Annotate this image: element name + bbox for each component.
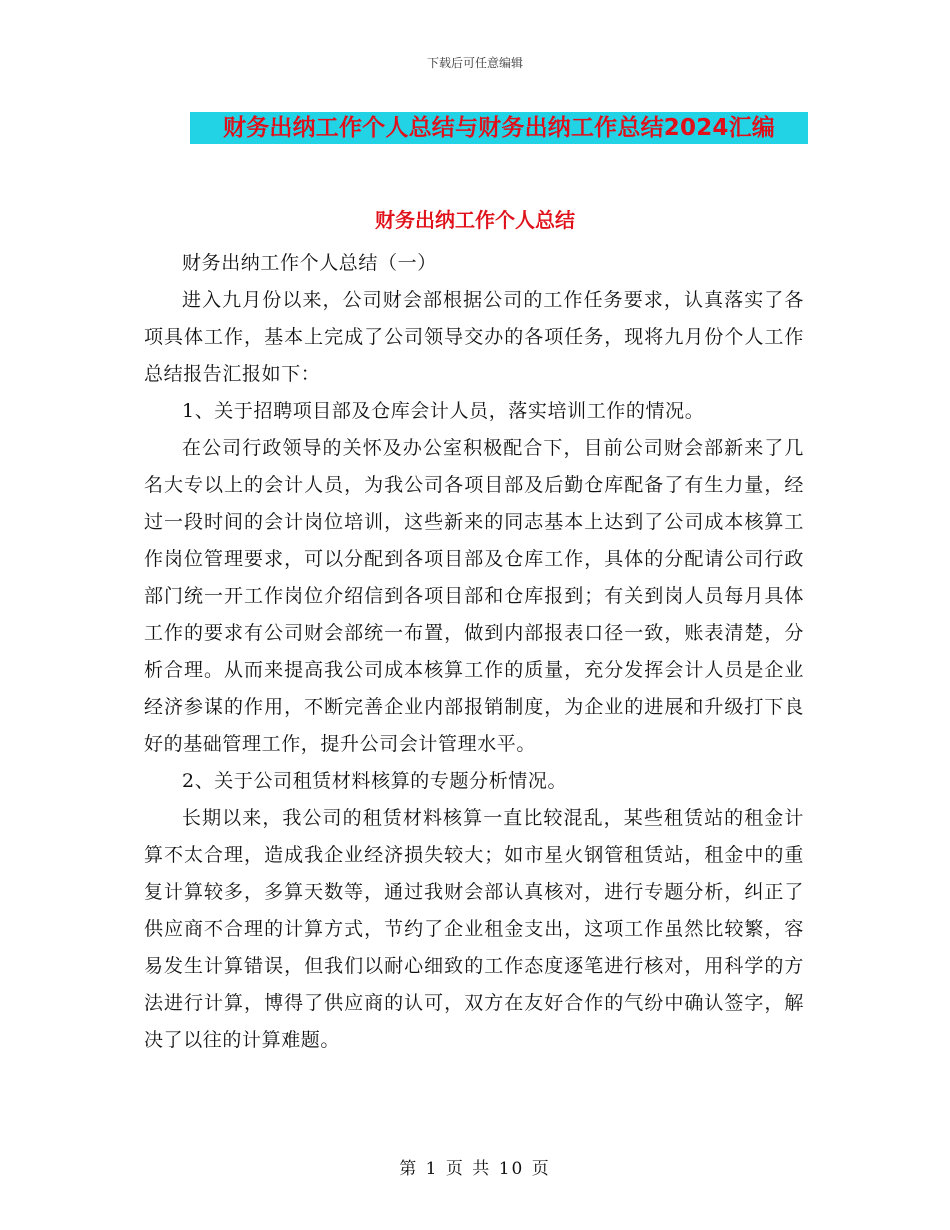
paragraph-heading-2: 2、关于公司租赁材料核算的专题分析情况。 <box>182 770 568 792</box>
document-body <box>144 245 804 1059</box>
paragraph-heading-1: 1、关于招聘项目部及仓库会计人员，落实培训工作的情况。 <box>182 400 705 422</box>
main-title: 财务出纳工作个人总结与财务出纳工作总结2024汇编 <box>222 115 775 141</box>
paragraph-recruitment: 在公司行政领导的关怀及办公室积极配合下，目前公司财会部新来了几名大专以上的会计人员，为我公司各项目部及后勤仓库配备了有生力量，经过一段时间的会计岗位培训，这些新来的同志基本上达到了公司成本核算工作岗位管理要求，可以分配到各项目部及仓库工作，具体的分配请公司行政部门统一开工作岗位介绍信到各项目部和仓库报到；有关到岗人员每月具体工作的要求有公司财会部统一布置，做到内部报表口径一致，账表清楚，分析合理。从而来提高我公司成本核算工作的质量，充分发挥会计人员是企业经济参谋的作用，不断完善企业内部报销制度，为企业的进展和升级打下良好的基础管理工作，提升公司会计管理水平。 <box>144 437 804 755</box>
header-note: 下载后可任意编辑 <box>426 56 523 70</box>
section-title: 财务出纳工作个人总结 <box>375 208 575 232</box>
paragraph-leasing: 长期以来，我公司的租赁材料核算一直比较混乱，某些租赁站的租金计算不太合理，造成我企业经济损失较大；如市星火钢管租赁站，租金中的重复计算较多，多算天数等，通过我财会部认真核对，进行专题分析，纠正了供应商不合理的计算方式，节约了企业租金支出，这项工作虽然比较繁，容易发生计算错误，但我们以耐心细致的工作态度逐笔进行核对，用科学的方法进行计算，博得了供应商的认可，双方在友好合作的气纷中确认签字，解决了以往的计算难题。 <box>144 807 804 1051</box>
paragraph-subtitle: 财务出纳工作个人总结（一） <box>182 252 437 274</box>
paragraph-intro: 进入九月份以来，公司财会部根据公司的工作任务要求，认真落实了各项具体工作，基本上完成了公司领导交办的各项任务，现将九月份个人工作总结报告汇报如下： <box>144 289 804 385</box>
page-indicator: 第 1 页 共 10 页 <box>399 1159 551 1179</box>
main-title-highlight <box>190 112 808 144</box>
